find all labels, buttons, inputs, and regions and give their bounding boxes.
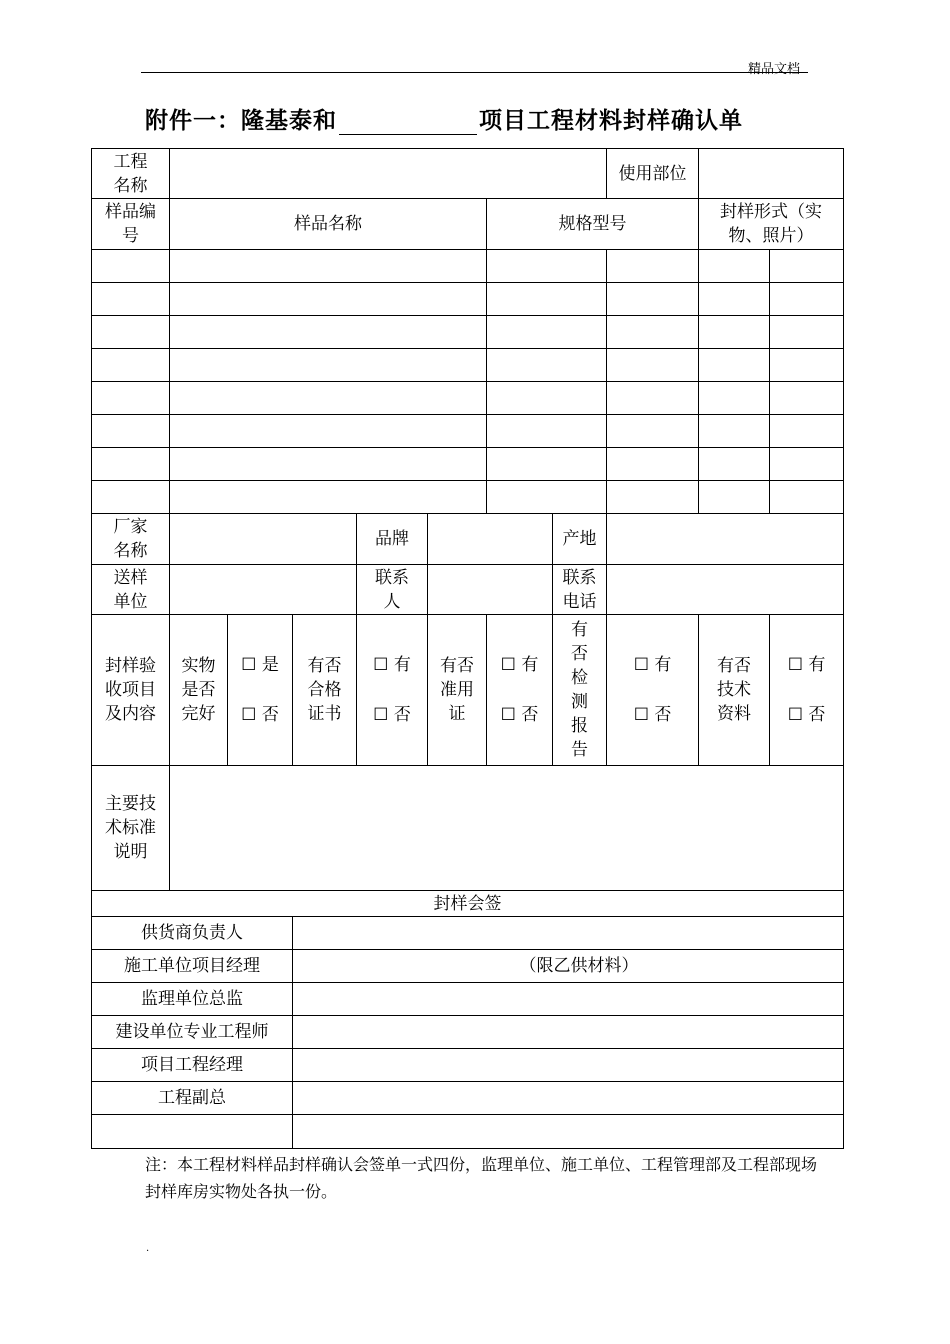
- sign-row-label: 施工单位项目经理: [92, 950, 293, 983]
- usage-field[interactable]: [699, 149, 844, 199]
- permit-options: [487, 615, 553, 766]
- sign-row: [92, 1082, 844, 1115]
- title-suffix: 项目工程材料封样确认单: [479, 108, 743, 134]
- inspection-label: 封样验收项目及内容: [92, 615, 170, 766]
- contact-field[interactable]: [428, 565, 553, 615]
- contact-label: 联系人: [357, 565, 428, 615]
- seal-form-label: 封样形式（实物、照片）: [699, 199, 844, 250]
- manufacturer-field[interactable]: [170, 514, 357, 565]
- test-report-label: 有否检测报告: [553, 615, 607, 766]
- sample-name-label: 样品名称: [170, 199, 487, 250]
- sign-row-field[interactable]: [293, 917, 844, 950]
- brand-field[interactable]: [428, 514, 553, 565]
- sign-row: [92, 1049, 844, 1082]
- tech-data-no-checkbox[interactable]: ☐ 否: [787, 705, 826, 725]
- tech-data-options: [770, 615, 844, 766]
- footnote: 注：本工程材料样品封样确认会签单一式四份，监理单位、施工单位、工程管理部及工程部现场封样库房实物处各执一份。: [145, 1155, 818, 1201]
- sample-no-label: 样品编号: [92, 199, 170, 250]
- sign-row-label: [92, 1115, 293, 1149]
- sign-row-field[interactable]: [293, 1082, 844, 1115]
- sample-row: [92, 250, 844, 283]
- intact-no-checkbox[interactable]: ☐ 否: [241, 705, 279, 725]
- sender-field[interactable]: [170, 565, 357, 615]
- sample-row: [92, 448, 844, 481]
- sign-row: [92, 1016, 844, 1049]
- sample-confirmation-form: [91, 148, 844, 1149]
- document-title: [145, 102, 743, 135]
- sign-row-label: 工程副总: [92, 1082, 293, 1115]
- project-name-label: 工程名称: [92, 149, 170, 199]
- sender-label: 送样单位: [92, 565, 170, 615]
- sign-row-label: 供货商负责人: [92, 917, 293, 950]
- sign-row-label: 项目工程经理: [92, 1049, 293, 1082]
- sign-row-field[interactable]: [293, 1016, 844, 1049]
- permit-has-checkbox[interactable]: ☐ 有: [500, 655, 539, 675]
- permit-label: 有否准用证: [428, 615, 487, 766]
- spec-label: 规格型号: [487, 199, 699, 250]
- sign-row: [92, 983, 844, 1016]
- sign-row-label: 监理单位总监: [92, 983, 293, 1016]
- project-name-field[interactable]: [170, 149, 607, 199]
- sign-row-field[interactable]: [293, 1049, 844, 1082]
- test-report-options: [607, 615, 699, 766]
- cert-label: 有否合格证书: [293, 615, 357, 766]
- intact-label: 实物是否完好: [170, 615, 228, 766]
- sign-row-field[interactable]: [293, 1115, 844, 1149]
- title-project-blank: [339, 106, 477, 135]
- sign-row: [92, 1115, 844, 1149]
- permit-no-checkbox[interactable]: ☐ 否: [500, 705, 539, 725]
- phone-field[interactable]: [607, 565, 844, 615]
- sample-row: [92, 382, 844, 415]
- intact-options: [228, 615, 293, 766]
- header-watermark: 精品文档: [748, 62, 801, 77]
- cert-options: [357, 615, 428, 766]
- intact-yes-checkbox[interactable]: ☐ 是: [241, 655, 279, 675]
- sign-row-label: 建设单位专业工程师: [92, 1016, 293, 1049]
- sample-row: [92, 481, 844, 514]
- sign-row-field[interactable]: （限乙供材料）: [293, 950, 844, 983]
- tech-data-has-checkbox[interactable]: ☐ 有: [787, 655, 826, 675]
- sample-row: [92, 415, 844, 448]
- sign-row: [92, 950, 844, 983]
- test-report-no-checkbox[interactable]: ☐ 否: [633, 705, 672, 725]
- cert-has-checkbox[interactable]: ☐ 有: [373, 655, 411, 675]
- sign-header: 封样会签: [92, 891, 844, 917]
- sample-row: [92, 283, 844, 316]
- sign-row-field[interactable]: [293, 983, 844, 1016]
- sample-row: [92, 349, 844, 382]
- tech-data-label: 有否技术资料: [699, 615, 770, 766]
- origin-field[interactable]: [607, 514, 844, 565]
- header-rule: [141, 72, 808, 73]
- usage-label: 使用部位: [607, 149, 699, 199]
- manufacturer-label: 厂家名称: [92, 514, 170, 565]
- title-prefix: 附件一：隆基泰和: [145, 108, 337, 134]
- tech-std-field[interactable]: [170, 766, 844, 891]
- tech-std-label: 主要技术标准说明: [92, 766, 170, 891]
- cert-no-checkbox[interactable]: ☐ 否: [373, 705, 411, 725]
- page-dot: .: [146, 1243, 150, 1254]
- sample-row: [92, 316, 844, 349]
- phone-label: 联系电话: [553, 565, 607, 615]
- sign-row: [92, 917, 844, 950]
- test-report-has-checkbox[interactable]: ☐ 有: [633, 655, 672, 675]
- origin-label: 产地: [553, 514, 607, 565]
- brand-label: 品牌: [357, 514, 428, 565]
